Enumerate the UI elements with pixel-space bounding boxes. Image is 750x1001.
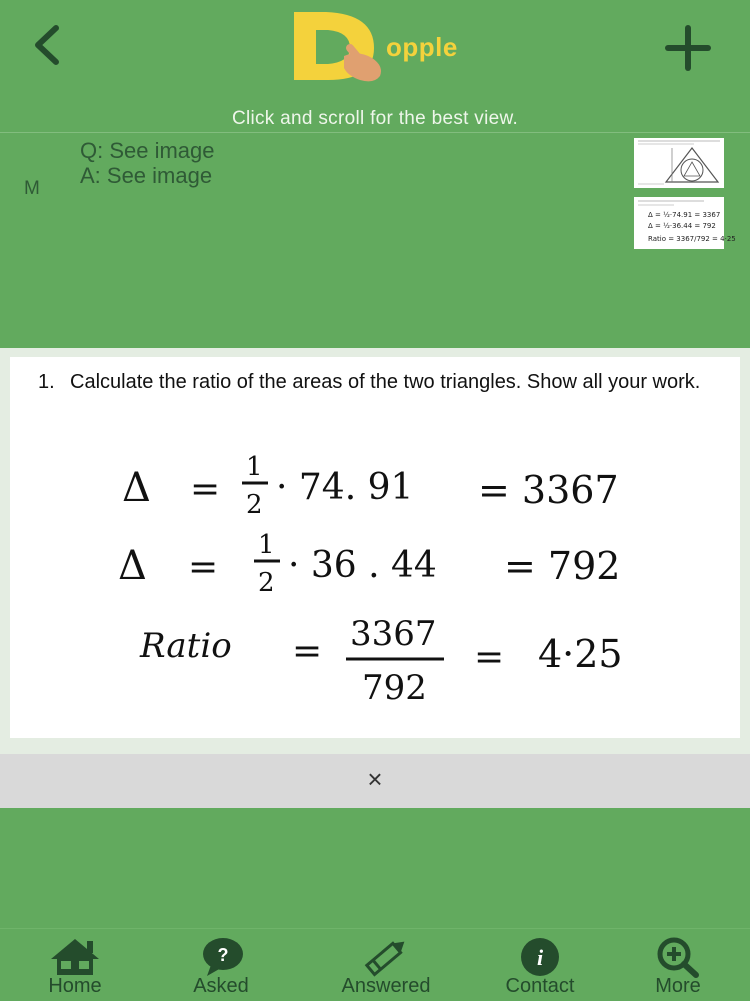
work-line3-label: Ratio (140, 626, 232, 666)
work-line3-equals2: = (474, 637, 505, 678)
answer-text: A: See image (80, 163, 213, 188)
handwritten-work (10, 357, 740, 738)
home-icon (49, 937, 101, 977)
work-line1-product: · 74. 91 (276, 467, 414, 508)
avatar: M (24, 178, 40, 199)
work-line2-product: · 36 . 44 (288, 545, 437, 586)
svg-text:Ratio = 3367/792 = 4·25: Ratio = 3367/792 = 4·25 (648, 235, 736, 243)
work-line2-result: = 792 (504, 544, 621, 588)
back-button[interactable] (28, 22, 68, 68)
work-line3-numerator: 3367 (350, 614, 437, 654)
svg-text:i: i (536, 945, 544, 970)
pencil-icon (360, 937, 412, 977)
svg-text:Δ = ½·74.91 = 3367: Δ = ½·74.91 = 3367 (648, 211, 721, 219)
nav-contact[interactable] (470, 929, 610, 1001)
answer-thumbnail[interactable] (634, 197, 736, 249)
question-prompt: Calculate the ratio of the areas of the two triangles. Show all your work. (70, 371, 701, 393)
answer-image[interactable] (10, 357, 740, 738)
post-text (80, 138, 215, 188)
nav-asked[interactable] (151, 929, 291, 1001)
top-bar (0, 0, 750, 100)
question-thumbnail[interactable] (634, 138, 724, 188)
nav-more[interactable] (608, 929, 748, 1001)
work-line3-result: 4·25 (538, 632, 623, 676)
add-button[interactable] (664, 24, 712, 72)
nav-home[interactable] (5, 929, 145, 1001)
work-line1-equals: = (190, 469, 221, 510)
scroll-hint: Click and scroll for the best view. (231, 108, 519, 129)
svg-text:?: ? (217, 945, 229, 965)
work-line1-result: = 3367 (478, 468, 619, 512)
work-line1-delta: Δ (122, 465, 151, 511)
work-line2-denominator: 2 (258, 568, 275, 598)
nav-answered[interactable] (316, 929, 456, 1001)
divider (0, 132, 750, 133)
zoom-plus-icon (654, 937, 702, 977)
work-line2-numerator: 1 (258, 530, 275, 560)
work-line1-denominator: 2 (246, 490, 263, 520)
work-line2-equals: = (188, 547, 219, 588)
work-line3-denominator: 792 (362, 668, 427, 708)
nav-home-label: Home (48, 975, 102, 997)
question-text: Q: See image (80, 138, 215, 163)
app-logo (288, 6, 468, 86)
bottom-nav (0, 928, 750, 1001)
nav-contact-label: Contact (505, 975, 575, 997)
chevron-left-icon (28, 22, 68, 68)
question-number: 1. (38, 371, 55, 393)
triangle-diagram-thumbnail (634, 138, 724, 188)
info-icon (518, 937, 562, 977)
work-line1-numerator: 1 (246, 452, 263, 482)
nav-asked-label: Asked (193, 975, 249, 997)
plus-icon (664, 24, 712, 72)
work-line2-delta: Δ (118, 543, 147, 589)
nav-more-label: More (655, 975, 701, 997)
svg-text:Δ = ½·36.44 = 792: Δ = ½·36.44 = 792 (648, 222, 716, 230)
work-line3-equals: = (292, 631, 323, 672)
close-viewer-button[interactable]: × (367, 764, 383, 794)
logo-text: opple (386, 32, 458, 62)
question-bubble-icon (201, 937, 245, 977)
nav-answered-label: Answered (341, 975, 431, 997)
handwritten-work-thumbnail (634, 197, 736, 249)
close-bar (0, 754, 750, 808)
